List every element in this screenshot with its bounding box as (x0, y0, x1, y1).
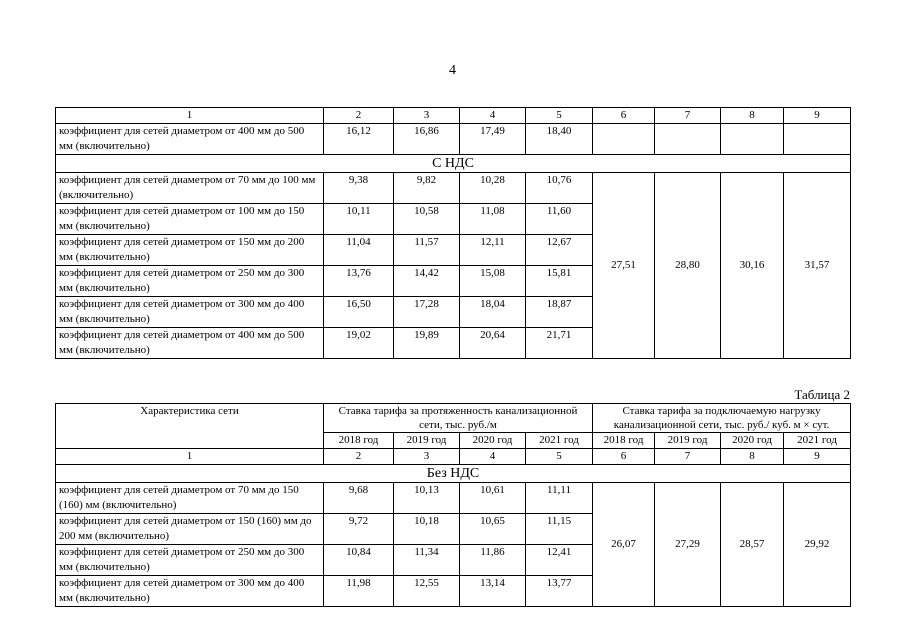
value-cell: 17,28 (394, 297, 460, 328)
page-number: 4 (449, 63, 456, 78)
col-number: 9 (784, 108, 851, 124)
value-cell: 18,40 (526, 124, 593, 155)
value-cell: 12,41 (526, 545, 593, 576)
year-header: 2019 год (394, 433, 460, 449)
year-header: 2018 год (593, 433, 655, 449)
value-cell: 14,42 (394, 266, 460, 297)
value-cell: 9,82 (394, 173, 460, 204)
year-header: 2020 год (460, 433, 526, 449)
year-header: 2021 год (526, 433, 593, 449)
merged-value-cell: 27,29 (655, 483, 721, 607)
table-row (56, 483, 851, 514)
row-description: коэффициент для сетей диаметром от 70 мм до 100 мм (включительно) (56, 173, 324, 204)
value-cell: 17,49 (460, 124, 526, 155)
header-characteristic: Характеристика сети (56, 404, 324, 449)
value-cell: 9,72 (324, 514, 394, 545)
value-cell: 19,02 (324, 328, 394, 359)
col-number: 9 (784, 449, 851, 465)
value-cell: 10,58 (394, 204, 460, 235)
value-cell: 19,89 (394, 328, 460, 359)
year-header: 2019 год (655, 433, 721, 449)
merged-value-cell: 26,07 (593, 483, 655, 607)
col-number: 7 (655, 108, 721, 124)
col-number: 8 (721, 449, 784, 465)
value-cell: 12,67 (526, 235, 593, 266)
row-description: коэффициент для сетей диаметром от 300 мм до 400 мм (включительно) (56, 576, 324, 607)
tariff-table-with-vat (55, 107, 851, 359)
header-length-rate: Ставка тарифа за протяженность канализационной сети, тыс. руб./м (324, 404, 593, 433)
merged-value-cell: 31,57 (784, 173, 851, 359)
row-description: коэффициент для сетей диаметром от 250 мм до 300 мм (включительно) (56, 545, 324, 576)
section-row (56, 465, 851, 483)
col-number: 1 (56, 108, 324, 124)
merged-value-cell: 28,80 (655, 173, 721, 359)
empty-cell (784, 124, 851, 155)
value-cell: 11,98 (324, 576, 394, 607)
value-cell: 11,86 (460, 545, 526, 576)
merged-value-cell: 28,57 (721, 483, 784, 607)
value-cell: 11,08 (460, 204, 526, 235)
row-description: коэффициент для сетей диаметром от 150 (160) мм до 200 мм (включительно) (56, 514, 324, 545)
value-cell: 21,71 (526, 328, 593, 359)
value-cell: 10,28 (460, 173, 526, 204)
value-cell: 11,60 (526, 204, 593, 235)
col-number: 6 (593, 108, 655, 124)
header-load-rate: Ставка тарифа за подключаемую нагрузку канализационной сети, тыс. руб./ куб. м × сут. (593, 404, 851, 433)
col-number: 3 (394, 449, 460, 465)
value-cell: 20,64 (460, 328, 526, 359)
value-cell: 13,14 (460, 576, 526, 607)
value-cell: 11,57 (394, 235, 460, 266)
col-number: 1 (56, 449, 324, 465)
col-number: 2 (324, 449, 394, 465)
value-cell: 16,12 (324, 124, 394, 155)
col-number: 3 (394, 108, 460, 124)
row-description: коэффициент для сетей диаметром от 400 мм до 500 мм (включительно) (56, 124, 324, 155)
col-number: 4 (460, 449, 526, 465)
value-cell: 10,65 (460, 514, 526, 545)
value-cell: 16,50 (324, 297, 394, 328)
value-cell: 13,76 (324, 266, 394, 297)
empty-cell (593, 124, 655, 155)
col-number: 5 (526, 449, 593, 465)
value-cell: 15,81 (526, 266, 593, 297)
table-row (56, 124, 851, 155)
value-cell: 10,61 (460, 483, 526, 514)
value-cell: 13,77 (526, 576, 593, 607)
merged-value-cell: 27,51 (593, 173, 655, 359)
value-cell: 18,87 (526, 297, 593, 328)
column-number-row (56, 449, 851, 465)
section-title: С НДС (56, 155, 851, 173)
value-cell: 11,11 (526, 483, 593, 514)
section-row (56, 155, 851, 173)
value-cell: 12,55 (394, 576, 460, 607)
tariff-table-without-vat (55, 403, 851, 607)
empty-cell (655, 124, 721, 155)
value-cell: 16,86 (394, 124, 460, 155)
col-number: 6 (593, 449, 655, 465)
year-header: 2018 год (324, 433, 394, 449)
value-cell: 11,15 (526, 514, 593, 545)
year-header: 2021 год (784, 433, 851, 449)
value-cell: 18,04 (460, 297, 526, 328)
value-cell: 12,11 (460, 235, 526, 266)
value-cell: 9,38 (324, 173, 394, 204)
row-description: коэффициент для сетей диаметром от 250 мм до 300 мм (включительно) (56, 266, 324, 297)
col-number: 5 (526, 108, 593, 124)
table-row (56, 173, 851, 204)
column-number-row (56, 108, 851, 124)
empty-cell (721, 124, 784, 155)
row-description: коэффициент для сетей диаметром от 300 мм до 400 мм (включительно) (56, 297, 324, 328)
value-cell: 9,68 (324, 483, 394, 514)
row-description: коэффициент для сетей диаметром от 70 мм до 150 (160) мм (включительно) (56, 483, 324, 514)
value-cell: 10,11 (324, 204, 394, 235)
row-description: коэффициент для сетей диаметром от 150 мм до 200 мм (включительно) (56, 235, 324, 266)
value-cell: 11,34 (394, 545, 460, 576)
header-row (56, 404, 851, 433)
value-cell: 10,84 (324, 545, 394, 576)
year-header: 2020 год (721, 433, 784, 449)
col-number: 2 (324, 108, 394, 124)
value-cell: 10,13 (394, 483, 460, 514)
row-description: коэффициент для сетей диаметром от 400 мм до 500 мм (включительно) (56, 328, 324, 359)
value-cell: 10,76 (526, 173, 593, 204)
merged-value-cell: 30,16 (721, 173, 784, 359)
value-cell: 10,18 (394, 514, 460, 545)
value-cell: 15,08 (460, 266, 526, 297)
merged-value-cell: 29,92 (784, 483, 851, 607)
section-title: Без НДС (56, 465, 851, 483)
col-number: 7 (655, 449, 721, 465)
row-description: коэффициент для сетей диаметром от 100 мм до 150 мм (включительно) (56, 204, 324, 235)
value-cell: 11,04 (324, 235, 394, 266)
col-number: 8 (721, 108, 784, 124)
col-number: 4 (460, 108, 526, 124)
table-caption: Таблица 2 (794, 387, 850, 402)
